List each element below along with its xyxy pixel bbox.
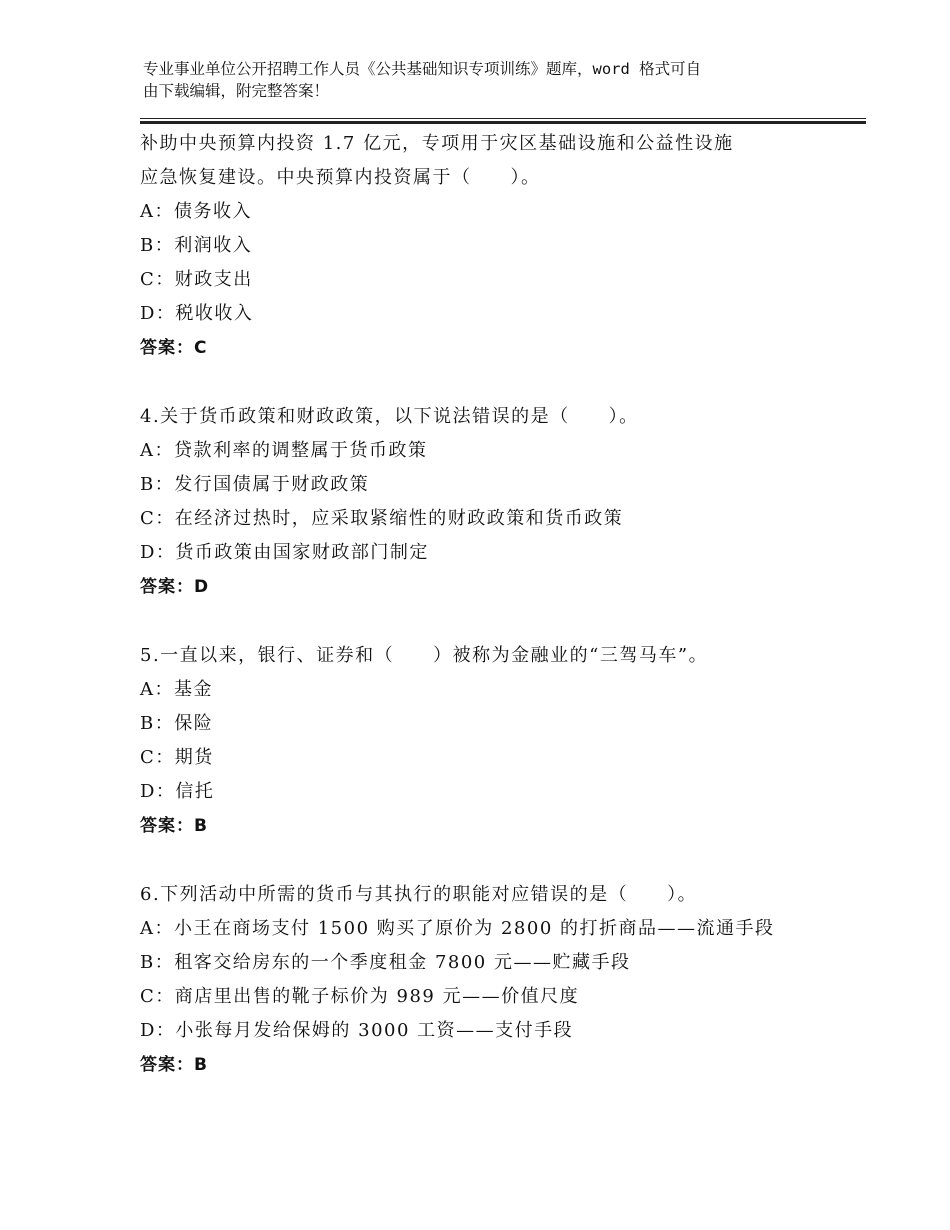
header-line-1: 专业事业单位公开招聘工作人员《公共基础知识专项训练》题库，word 格式可自 [143, 60, 702, 78]
option-d: D：货币政策由国家财政部门制定 [140, 542, 429, 563]
answer-label: 答案：B [140, 816, 208, 836]
question-list [140, 127, 860, 1082]
header-rule-thick [140, 121, 866, 124]
option-d: D：信托 [140, 781, 215, 802]
option-c: C：在经济过热时，应采取紧缩性的财政政策和货币政策 [140, 508, 624, 529]
option-a: A：债务收入 [140, 201, 252, 222]
question-5 [140, 639, 860, 843]
document-header [143, 58, 813, 102]
answer-label: 答案：D [140, 577, 210, 597]
option-b: B：租客交给房东的一个季度租金 7800 元——贮藏手段 [140, 952, 631, 973]
question-stem: 6.下列活动中所需的货币与其执行的职能对应错误的是（ ）。 [140, 884, 698, 905]
option-a: A：小王在商场支付 1500 购买了原价为 2800 的打折商品——流通手段 [140, 918, 775, 939]
question-stem: 应急恢复建设。中央预算内投资属于（ ）。 [140, 167, 541, 188]
question-6 [140, 878, 860, 1082]
header-rule-thin [140, 118, 866, 119]
option-d: D：小张每月发给保姆的 3000 工资——支付手段 [140, 1020, 574, 1041]
option-b: B：利润收入 [140, 235, 253, 256]
option-c: C：期货 [140, 747, 214, 768]
header-line-2: 由下载编辑，附完整答案！ [143, 82, 330, 100]
option-d: D：税收收入 [140, 303, 254, 324]
option-c: C：商店里出售的靴子标价为 989 元——价值尺度 [140, 986, 580, 1007]
question-stem: 4.关于货币政策和财政政策，以下说法错误的是（ ）。 [140, 406, 639, 427]
option-a: A：贷款利率的调整属于货币政策 [140, 440, 428, 461]
question-3 [140, 127, 860, 365]
question-stem: 5.一直以来，银行、证券和（ ）被称为金融业的“三驾马车”。 [140, 645, 709, 666]
option-b: B：发行国债属于财政政策 [140, 474, 370, 495]
answer-label: 答案：C [140, 338, 208, 358]
question-stem: 补助中央预算内投资 1.7 亿元，专项用于灾区基础设施和公益性设施 [140, 133, 734, 154]
question-4 [140, 400, 860, 604]
option-b: B：保险 [140, 713, 214, 734]
option-c: C：财政支出 [140, 269, 253, 290]
option-a: A：基金 [140, 679, 213, 700]
answer-label: 答案：B [140, 1055, 208, 1075]
